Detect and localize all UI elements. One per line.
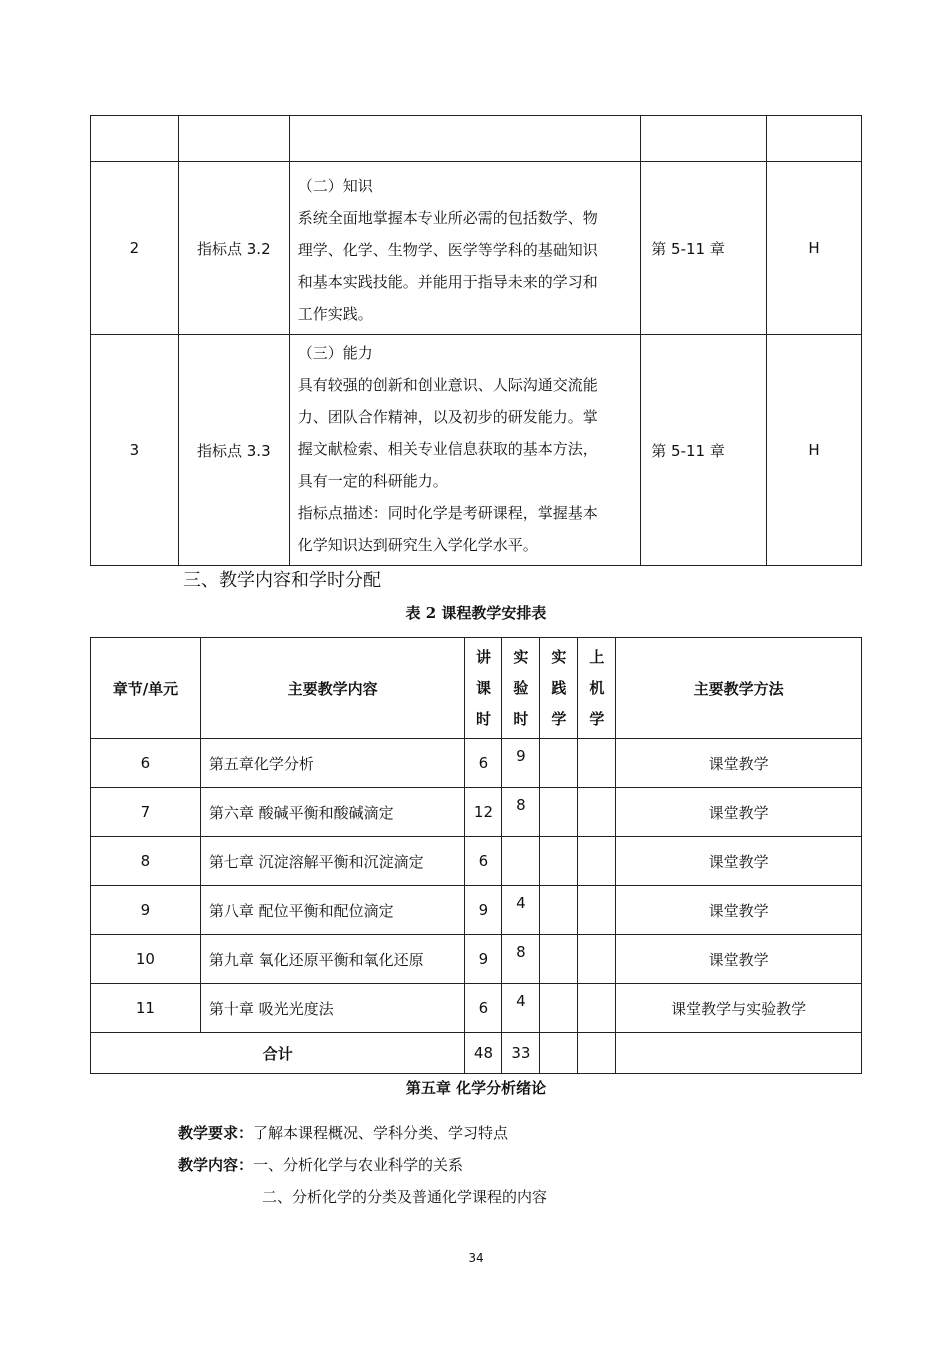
description-line: 系统全面地掌握本专业所必需的包括数学、物 bbox=[297, 209, 598, 227]
unit-cell: 7 bbox=[91, 788, 201, 837]
description-line: 和基本实践技能。并能用于指导未来的学习和 bbox=[297, 273, 598, 291]
table-row bbox=[91, 788, 862, 837]
description-line: 理学、化学、生物学、医学等学科的基础知识 bbox=[297, 241, 598, 259]
header-content: 主要教学内容 bbox=[200, 638, 465, 739]
method-cell: 课堂教学 bbox=[616, 739, 862, 788]
practice-cell bbox=[540, 837, 578, 886]
requirements-label: 教学要求： bbox=[178, 1124, 254, 1142]
indicator: 指标点 3.3 bbox=[178, 335, 289, 566]
description-line: 握文献检索、相关专业信息获取的基本方法， bbox=[297, 440, 598, 458]
computer-cell bbox=[578, 739, 616, 788]
description-line: 化学知识达到研究生入学化学水平。 bbox=[297, 536, 538, 554]
content-cell: 第九章 氧化还原平衡和氧化还原 bbox=[200, 935, 465, 984]
table-row bbox=[91, 837, 862, 886]
description bbox=[289, 335, 641, 566]
header-char: 时 bbox=[475, 709, 491, 728]
unit-cell: 10 bbox=[91, 935, 201, 984]
header-computer-hours bbox=[578, 638, 616, 739]
content-cell: 第八章 配位平衡和配位滴定 bbox=[200, 886, 465, 935]
content-cell: 第五章化学分析 bbox=[200, 739, 465, 788]
computer-cell bbox=[578, 788, 616, 837]
practice-cell bbox=[540, 886, 578, 935]
objectives-table bbox=[90, 115, 862, 566]
description-line: 工作实践。 bbox=[297, 305, 373, 323]
header-char: 机 bbox=[589, 678, 605, 697]
computer-cell bbox=[578, 935, 616, 984]
content-cell: 第六章 酸碱平衡和酸碱滴定 bbox=[200, 788, 465, 837]
header-char: 课 bbox=[475, 678, 491, 697]
content-cell: 第七章 沉淀溶解平衡和沉淀滴定 bbox=[200, 837, 465, 886]
total-computer bbox=[578, 1033, 616, 1074]
computer-cell bbox=[578, 837, 616, 886]
total-practice bbox=[540, 1033, 578, 1074]
teaching-content bbox=[178, 1154, 463, 1175]
row-number bbox=[91, 116, 179, 162]
total-label: 合计 bbox=[91, 1033, 465, 1074]
total-lab: 33 bbox=[502, 1033, 540, 1074]
description-line: 具有一定的科研能力。 bbox=[297, 472, 448, 490]
chapters: 第 5-11 章 bbox=[641, 335, 767, 566]
method-cell: 课堂教学 bbox=[616, 788, 862, 837]
table-row bbox=[91, 116, 862, 162]
unit-cell: 9 bbox=[91, 886, 201, 935]
practice-cell bbox=[540, 935, 578, 984]
method-cell: 课堂教学 bbox=[616, 935, 862, 984]
description-line: （二）知识 bbox=[297, 177, 373, 195]
lab-cell: 8 bbox=[502, 788, 540, 837]
lecture-cell: 6 bbox=[465, 837, 502, 886]
lab-cell: 8 bbox=[502, 935, 540, 984]
content-item: 一、分析化学与农业科学的关系 bbox=[253, 1156, 464, 1174]
lecture-cell: 9 bbox=[465, 886, 502, 935]
description-line: （三）能力 bbox=[297, 344, 373, 362]
page-number: 34 bbox=[468, 1251, 484, 1265]
support-level: H bbox=[767, 335, 862, 566]
computer-cell bbox=[578, 984, 616, 1033]
chapters: 第 5-11 章 bbox=[641, 162, 767, 335]
unit-cell: 8 bbox=[91, 837, 201, 886]
header-lab-hours bbox=[502, 638, 540, 739]
lab-cell: 9 bbox=[502, 739, 540, 788]
practice-cell bbox=[540, 984, 578, 1033]
indicator: 指标点 3.2 bbox=[178, 162, 289, 335]
header-char: 践 bbox=[551, 678, 567, 697]
content-item: 二、分析化学的分类及普通化学课程的内容 bbox=[262, 1188, 548, 1206]
header-char: 实 bbox=[513, 647, 529, 666]
indicator bbox=[178, 116, 289, 162]
lecture-cell: 6 bbox=[465, 739, 502, 788]
lecture-cell: 6 bbox=[465, 984, 502, 1033]
header-practice-hours bbox=[540, 638, 578, 739]
support-level: H bbox=[767, 162, 862, 335]
practice-cell bbox=[540, 739, 578, 788]
table-row bbox=[91, 335, 862, 566]
header-unit: 章节/单元 bbox=[91, 638, 201, 739]
table-row bbox=[91, 162, 862, 335]
total-method bbox=[616, 1033, 862, 1074]
teaching-requirements bbox=[178, 1122, 508, 1143]
lecture-cell: 9 bbox=[465, 935, 502, 984]
header-method: 主要教学方法 bbox=[616, 638, 862, 739]
lab-cell bbox=[502, 837, 540, 886]
practice-cell bbox=[540, 788, 578, 837]
requirements-text: 了解本课程概况、学科分类、学习特点 bbox=[253, 1124, 509, 1142]
description bbox=[289, 116, 641, 162]
support-level bbox=[767, 116, 862, 162]
description-line: 具有较强的创新和创业意识、人际沟通交流能 bbox=[297, 376, 598, 394]
lab-cell: 4 bbox=[502, 984, 540, 1033]
header-lecture-hours bbox=[465, 638, 502, 739]
header-char: 讲 bbox=[475, 647, 491, 666]
content-label: 教学内容： bbox=[178, 1156, 254, 1174]
table-header-row bbox=[91, 638, 862, 739]
unit-cell: 11 bbox=[91, 984, 201, 1033]
description-line: 力、团队合作精神，以及初步的研发能力。掌 bbox=[297, 408, 598, 426]
header-char: 实 bbox=[551, 647, 567, 666]
computer-cell bbox=[578, 886, 616, 935]
section-title: 三、教学内容和学时分配 bbox=[183, 570, 381, 591]
method-cell: 课堂教学 bbox=[616, 837, 862, 886]
chapters bbox=[641, 116, 767, 162]
total-row bbox=[91, 1033, 862, 1074]
total-lecture: 48 bbox=[465, 1033, 502, 1074]
header-char: 学 bbox=[589, 709, 605, 728]
description bbox=[289, 162, 641, 335]
row-number: 3 bbox=[91, 335, 179, 566]
table-row bbox=[91, 739, 862, 788]
table-row bbox=[91, 984, 862, 1033]
unit-cell: 6 bbox=[91, 739, 201, 788]
schedule-table bbox=[90, 637, 862, 1074]
content-cell: 第十章 吸光光度法 bbox=[200, 984, 465, 1033]
table-row bbox=[91, 886, 862, 935]
lab-cell: 4 bbox=[502, 886, 540, 935]
method-cell: 课堂教学与实验教学 bbox=[616, 984, 862, 1033]
table-row bbox=[91, 935, 862, 984]
header-char: 时 bbox=[513, 709, 529, 728]
table-caption: 表 2 课程教学安排表 bbox=[405, 604, 547, 622]
chapter-title: 第五章 化学分析绪论 bbox=[405, 1079, 547, 1097]
description-line: 指标点描述：同时化学是考研课程，掌握基本 bbox=[297, 504, 598, 522]
row-number: 2 bbox=[91, 162, 179, 335]
header-char: 验 bbox=[513, 678, 529, 697]
lecture-cell: 12 bbox=[465, 788, 502, 837]
header-char: 学 bbox=[551, 709, 567, 728]
header-char: 上 bbox=[589, 647, 605, 666]
method-cell: 课堂教学 bbox=[616, 886, 862, 935]
